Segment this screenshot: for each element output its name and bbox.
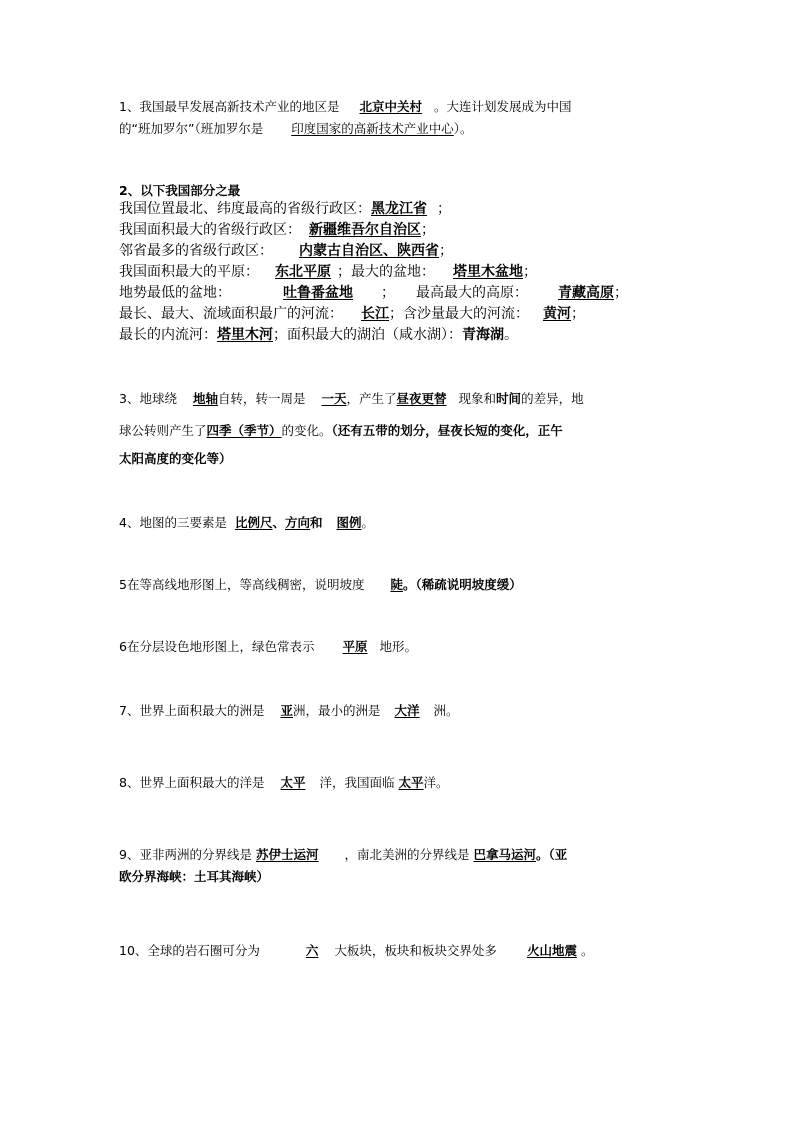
q2-r5-text-a: 地势最低的盆地： <box>119 285 231 301</box>
q2-row-3 <box>119 243 453 260</box>
q2-row-7 <box>119 327 518 344</box>
q2-r5-text-b: ； 最高最大的高原： <box>381 285 528 301</box>
q1-answer-1: 北京中关村 <box>359 99 422 114</box>
q3-text-a: 3、地球绕 <box>119 391 177 406</box>
q2-r6-text-a: 最长、最大、流域面积最广的河流： <box>119 306 343 322</box>
q2-r1-text: 我国位置最北、纬度最高的省级行政区： <box>119 201 371 217</box>
q2-r4-answer-1: 东北平原 <box>275 264 331 280</box>
q4-text-b: 、 <box>272 515 285 530</box>
q3-answer-3: 昼夜更替 <box>396 391 447 406</box>
q2-r3-text: 邻省最多的省级行政区： <box>119 243 273 259</box>
q10-answer-2: 火山地震 <box>526 943 577 958</box>
q1-text-d: ）。 <box>453 121 473 136</box>
q2-r4-answer-2: 塔里木盆地 <box>453 264 523 280</box>
q9-answer-1: 苏伊士运河 <box>255 847 319 862</box>
q6-answer: 平原 <box>342 639 368 654</box>
q2-r2-answer: 新疆维吾尔自治区 <box>309 222 421 238</box>
q3-text-b: 自转，转一周是 <box>217 391 306 406</box>
q2-r3-end: ； <box>439 243 453 259</box>
q2-r5-end: ； <box>614 285 628 301</box>
q2-r6-end: ； <box>571 306 585 322</box>
q4-answer-2: 方向 <box>285 515 311 530</box>
q2-r6-answer-2: 黄河 <box>543 306 571 322</box>
q9-line-1 <box>119 847 567 863</box>
q2-r4-end: ； <box>523 264 537 280</box>
q2-r7-text-b: ；面积最大的湖泊（咸水湖）： <box>273 327 462 343</box>
q2-r2-text: 我国面积最大的省级行政区： <box>119 222 301 238</box>
q2-r7-text-a: 最长的内流河： <box>119 327 217 343</box>
q7-text-a: 7、世界上面积最大的洲是 <box>119 703 265 718</box>
q2-r6-text-b: ；含沙量最大的河流： <box>389 306 529 322</box>
q2-r7-answer-2: 青海湖 <box>462 327 504 343</box>
q8-answer-1: 太平 <box>280 775 306 790</box>
q4-text-a: 4、地图的三要素是 <box>119 515 227 530</box>
q2-row-5 <box>119 285 628 302</box>
q4-answer-3: 图例 <box>336 515 362 530</box>
q3-line-1 <box>119 391 584 407</box>
q8-text-a: 8、世界上面积最大的洋是 <box>119 775 265 790</box>
q2-r7-answer-1: 塔里木河 <box>217 327 273 343</box>
q3-answer-4: 四季（季节） <box>206 423 282 438</box>
q7-line <box>119 703 459 719</box>
q3-text-d: 现象和 <box>458 391 497 406</box>
q2-row-6 <box>119 306 585 323</box>
q5-text-a: 5在等高线地形图上，等高线稠密，说明坡度 <box>119 577 365 592</box>
q8-answer-2: 太平 <box>398 775 424 790</box>
q3-text-f: 的差异，地 <box>521 391 584 406</box>
q1-text-c: 的“班加罗尔”（班加罗尔是 <box>119 121 264 136</box>
q2-r4-text-b: ；最大的盆地： <box>337 264 435 280</box>
q3-answer-1: 地轴 <box>192 391 218 406</box>
q8-text-b: 洋，我国面临 <box>319 775 395 790</box>
q1-text-b: 。大连计划发展成为中国 <box>433 99 572 114</box>
q2-r5-answer-1: 吐鲁番盆地 <box>283 285 353 301</box>
q2-r3-answer: 内蒙古自治区、陕西省 <box>299 243 439 259</box>
q2-row-4 <box>119 264 537 281</box>
q10-line <box>119 943 593 959</box>
q3-text-c: ，产生了 <box>346 391 397 406</box>
q10-answer-1: 六 <box>305 943 319 958</box>
q3-text-h: 的变化。 <box>281 423 332 438</box>
q9-text-b: ，南北美洲的分界线是 <box>344 847 470 862</box>
q7-answer-2: 大洋 <box>394 703 420 718</box>
q5-answer: 陡 <box>390 577 403 592</box>
q2-r5-answer-2: 青藏高原 <box>558 285 614 301</box>
q9-answer-2: 巴拿马运河 <box>473 847 537 862</box>
q3-note: （还有五带的划分，昼夜长短的变化，正午 <box>331 423 563 438</box>
q7-text-c: 洲。 <box>433 703 459 718</box>
q4-answer-1: 比例尺 <box>234 515 273 530</box>
q4-text-d: 。 <box>361 515 375 530</box>
q4-line <box>119 515 374 531</box>
q1-line-2 <box>119 121 472 137</box>
q2-r6-answer-1: 长江 <box>361 306 389 322</box>
q3-text-e: 时间 <box>496 391 522 406</box>
q10-text-a: 10、全球的岩石圈可分为 <box>119 943 260 958</box>
q5-text-b: 。（稀疏说明坡度缓） <box>402 577 522 592</box>
q3-line-3: 太阳高度的变化等） <box>119 451 232 466</box>
q1-line-1 <box>119 99 572 115</box>
q2-r2-end: ； <box>421 222 435 238</box>
q6-text-b: 地形。 <box>379 639 417 654</box>
q8-line <box>119 775 449 791</box>
q6-text-a: 6在分层设色地形图上，绿色常表示 <box>119 639 315 654</box>
q2-row-1 <box>119 201 451 218</box>
q8-text-c: 洋。 <box>423 775 449 790</box>
q1-answer-2: 印度国家的高新技术产业中心 <box>291 121 454 136</box>
q10-text-c: 。 <box>580 943 594 958</box>
q7-answer-1: 亚 <box>280 703 293 718</box>
q6-line <box>119 639 417 655</box>
q9-text-a: 9、亚非两洲的分界线是 <box>119 847 252 862</box>
q3-text-g: 球公转则产生了 <box>119 423 207 438</box>
q9-text-c: 。（亚 <box>536 847 568 862</box>
q2-row-2 <box>119 222 435 239</box>
q9-line-2: 欧分界海峡：土耳其海峡） <box>119 869 270 884</box>
q7-text-b: 洲，最小的洲是 <box>292 703 381 718</box>
q3-answer-2: 一天 <box>321 391 347 406</box>
q2-title: 2、以下我国部分之最 <box>119 183 241 198</box>
q5-line <box>119 577 522 593</box>
q2-r7-end: 。 <box>504 327 518 343</box>
q3-line-2 <box>119 423 563 439</box>
q2-r1-end: ； <box>437 201 451 217</box>
q2-r1-answer: 黑龙江省 <box>371 201 427 217</box>
q2-r4-text-a: 我国面积最大的平原： <box>119 264 259 280</box>
q10-text-b: 大板块，板块和板块交界处多 <box>334 943 497 958</box>
q1-text-a: 1、我国最早发展高新技术产业的地区是 <box>119 99 340 114</box>
q4-text-c: 和 <box>310 515 323 530</box>
